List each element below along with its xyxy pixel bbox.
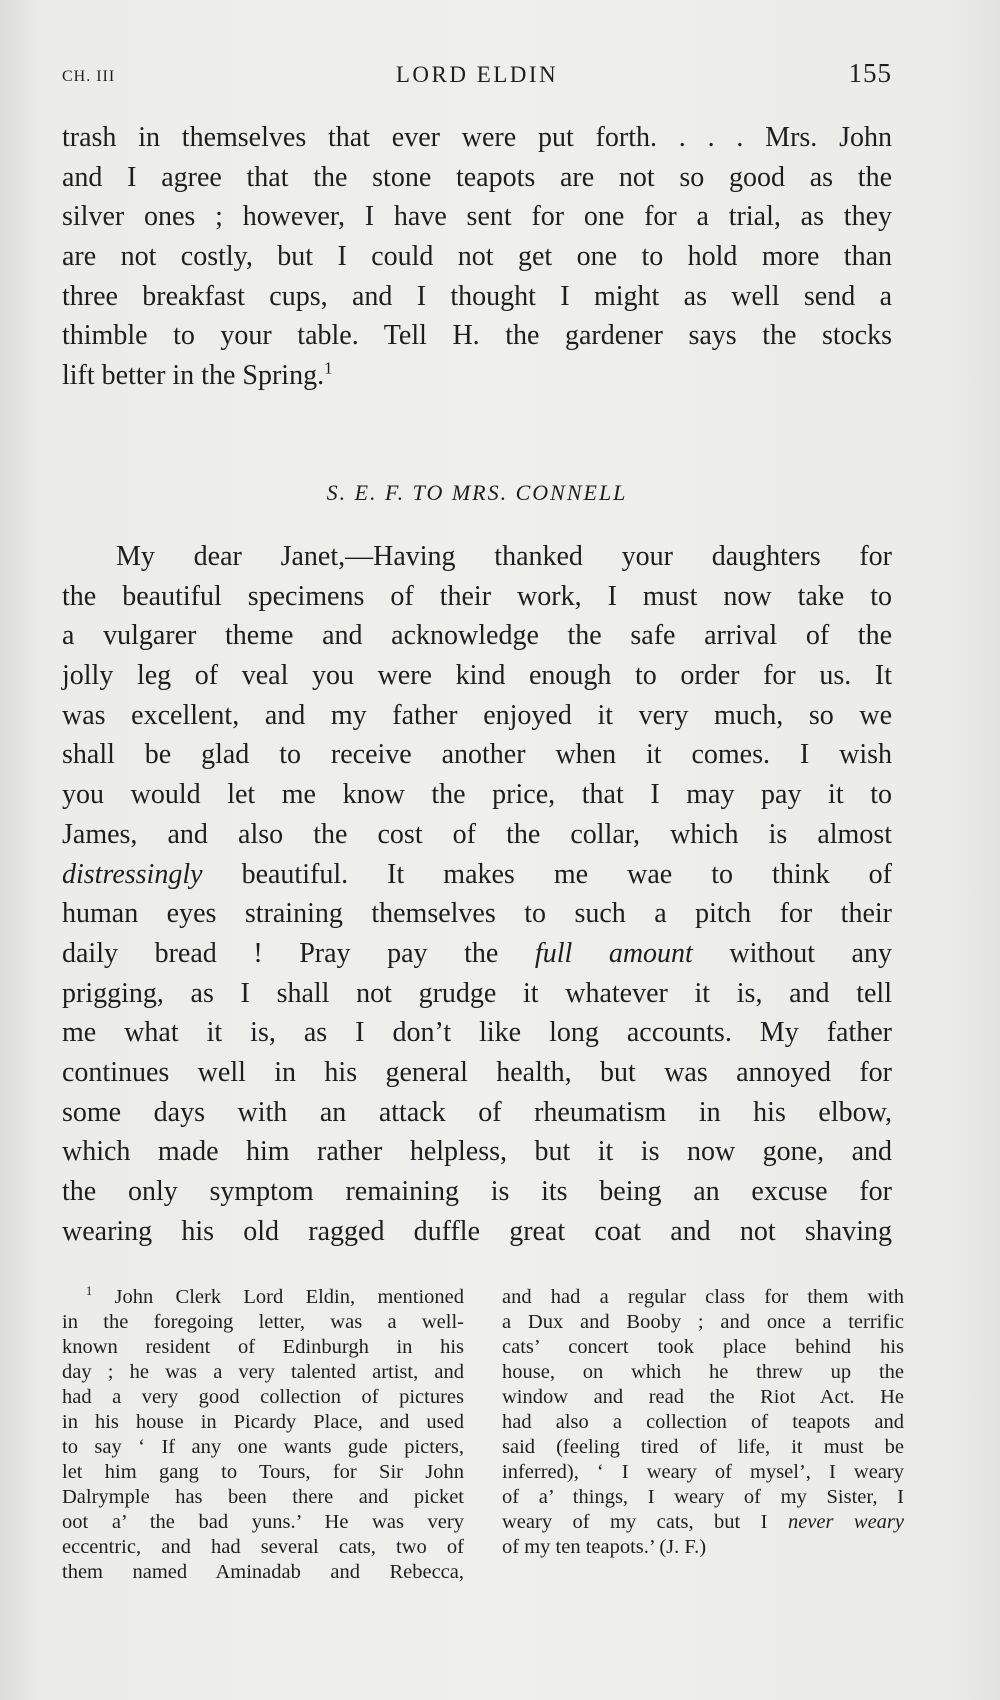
text-line: daily bread ! Pray pay the full amount without any bbox=[62, 937, 892, 969]
footnote-line: had a very good collection of pictures bbox=[62, 1386, 464, 1408]
footnote-marker: 1 bbox=[324, 358, 333, 378]
body-text-top bbox=[62, 118, 892, 396]
chapter-label: CH. III bbox=[62, 68, 116, 85]
text-line: lift better in the Spring.$^1$ bbox=[62, 358, 333, 392]
footnote-line: in the foregoing letter, was a well- bbox=[62, 1311, 464, 1333]
footnote-line: to say ‘ If any one wants gude picters, bbox=[62, 1436, 464, 1458]
footnote-line: weary of my cats, but I never weary bbox=[502, 1511, 905, 1533]
text-line: prigging, as I shall not grudge it whatever it is, and tell bbox=[62, 977, 892, 1009]
text-line: was excellent, and my father enjoyed it very much, so we bbox=[62, 699, 892, 731]
text-line: shall be glad to receive another when it comes. I wish bbox=[62, 739, 892, 771]
footnote-line: said (feeling tired of life, it must be bbox=[502, 1436, 904, 1458]
text-line: and I agree that the stone teapots are not so good as the bbox=[62, 161, 892, 193]
text-line: continues well in his general health, but was annoyed for bbox=[62, 1056, 892, 1088]
footnote-line: of a’ things, I weary of my Sister, I bbox=[502, 1486, 904, 1508]
text-line: a vulgarer theme and acknowledge the safe arrival of the bbox=[62, 620, 892, 652]
footnote-line: day ; he was a very talented artist, and bbox=[62, 1361, 464, 1383]
text-line: silver ones ; however, I have sent for one for a trial, as they bbox=[62, 201, 892, 233]
footnote-line: let him gang to Tours, for Sir John bbox=[62, 1461, 464, 1483]
footnote-line: cats’ concert took place behind his bbox=[502, 1336, 904, 1358]
footnote-marker: 1 bbox=[86, 1284, 93, 1299]
text-line: some days with an attack of rheumatism in his elbow, bbox=[62, 1096, 892, 1128]
footnote-line: inferred), ‘ I weary of mysel’, I weary bbox=[502, 1461, 904, 1483]
emphasis-text: full amount bbox=[534, 937, 693, 969]
text-line: the beautiful specimens of their work, I must now take to bbox=[62, 580, 892, 612]
letter-body bbox=[62, 537, 892, 1251]
footnote-line: known resident of Edinburgh in his bbox=[62, 1336, 464, 1358]
text-line: which made him rather helpless, but it is now gone, and bbox=[62, 1136, 892, 1168]
text-line: three breakfast cups, and I thought I might as well send a bbox=[62, 280, 892, 312]
text-line: jolly leg of veal you were kind enough to order for us. It bbox=[62, 660, 892, 692]
footnote-line: and had a regular class for them with bbox=[502, 1286, 904, 1308]
footnote-line: them named Aminadab and Rebecca, bbox=[62, 1561, 464, 1583]
footnote-line: had also a collection of teapots and bbox=[502, 1411, 904, 1433]
text-line: James, and also the cost of the collar, which is almost bbox=[62, 818, 892, 850]
footnote-line: window and read the Riot Act. He bbox=[502, 1386, 904, 1408]
footnote-column-right bbox=[502, 1285, 904, 1560]
running-title: LORD ELDIN bbox=[395, 62, 559, 87]
text-line: are not costly, but I could not get one to hold more than bbox=[62, 241, 892, 273]
text-line: trash in themselves that ever were put forth. . . . Mrs. John bbox=[62, 122, 892, 153]
footnote-line: oot a’ the bad yuns.’ He was very bbox=[62, 1511, 464, 1533]
text-line: human eyes straining themselves to such a pitch for their bbox=[62, 898, 892, 930]
text-line: My dear Janet,—Having thanked your daughters for bbox=[116, 541, 892, 572]
emphasis-text: distressingly bbox=[62, 858, 203, 890]
text-line: distressingly beautiful. It makes me wae to think of bbox=[62, 858, 892, 890]
footnote bbox=[62, 1284, 905, 1585]
letter-heading: S. E. F. TO MRS. CONNELL bbox=[326, 480, 628, 505]
footnote-line: Dalrymple has been there and picket bbox=[62, 1486, 464, 1508]
text-line: me what it is, as I don’t like long accounts. My father bbox=[62, 1017, 892, 1049]
page-number: 155 bbox=[848, 58, 892, 88]
footnote-line: $^1$ John Clerk Lord Eldin, mentioned bbox=[86, 1284, 464, 1308]
footnote-line: eccentric, and had several cats, two of bbox=[62, 1536, 464, 1558]
running-header bbox=[62, 58, 892, 94]
text-line: wearing his old ragged duffle great coat and not shaving bbox=[62, 1215, 892, 1247]
footnote-line: house, on which he threw up the bbox=[502, 1361, 904, 1383]
text-line: the only symptom remaining is its being an excuse for bbox=[62, 1176, 892, 1207]
footnote-line: in his house in Picardy Place, and used bbox=[62, 1411, 464, 1433]
footnote-line: a Dux and Booby ; and once a terrific bbox=[502, 1311, 904, 1333]
footnote-column-left bbox=[62, 1285, 464, 1585]
emphasis-text: never weary bbox=[787, 1511, 905, 1533]
text-line: you would let me know the price, that I may pay it to bbox=[62, 779, 892, 811]
text-line: thimble to your table. Tell H. the gardener says the stocks bbox=[62, 320, 892, 352]
footnote-line: of my ten teapots.’ (J. F.) bbox=[502, 1536, 707, 1558]
